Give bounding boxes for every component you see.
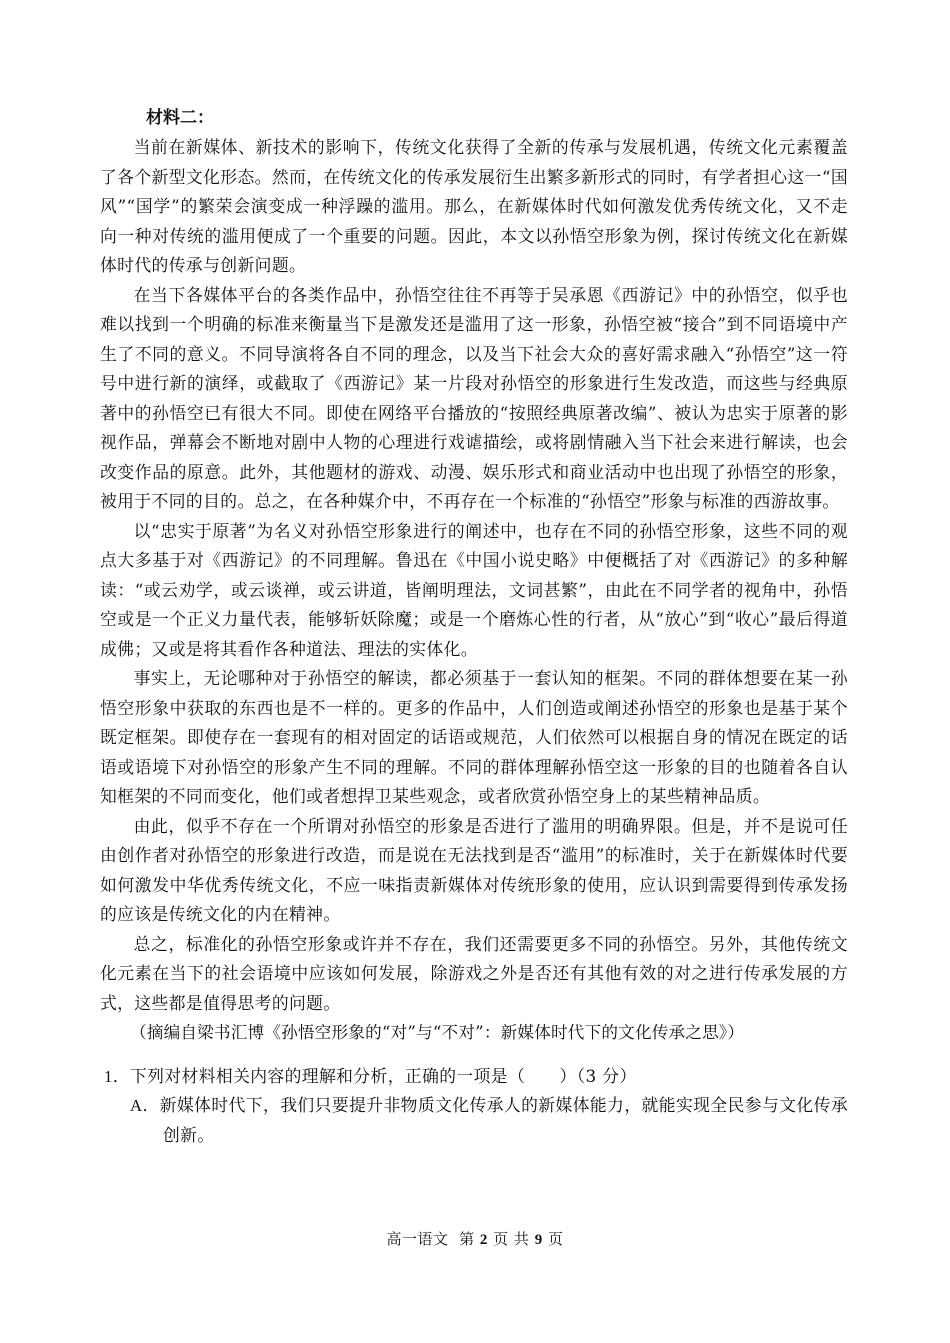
footer-page-prefix: 第	[459, 1230, 475, 1248]
footer-page-suffix: 页	[547, 1230, 564, 1248]
option-a	[130, 1091, 848, 1150]
footer-total-pages: 9	[534, 1232, 543, 1248]
question-1	[100, 1062, 848, 1151]
footer-page-number: 2	[479, 1232, 488, 1248]
passage-paragraph: 在当下各媒体平台的各类作品中，孙悟空往往不再等于吴承恩《西游记》中的孙悟空，似乎也难以找到一个明确的标准来衡量当下是激发还是滥用了这一形象，孙悟空被“接合”到不同语境中产生了不同的意义。不同导演将各自不同的理念，以及当下社会大众的喜好需求融入“孙悟空”这一符号中进行新的演绎，或截取了《西游记》某一片段对孙悟空的形象进行生发改造，而这些与经典原著中的孙悟空已有很大不同。即使在网络平台播放的“按照经典原著改编”、被认为忠实于原著的影视作品，弹幕会不断地对剧中人物的心理进行戏谑描绘，或将剧情融入当下社会来进行解读，也会改变作品的原意。此外，其他题材的游戏、动漫、娱乐形式和商业活动中也出现了孙悟空的形象，被用于不同的目的。总之，在各种媒介中，不再存在一个标准的“孙悟空”形象与标准的西游故事。	[100, 284, 848, 511]
footer-page-mid: 页 共	[493, 1230, 530, 1248]
source-citation: （摘编自梁书汇博《孙悟空形象的“对”与“不对”：新媒体时代下的文化传承之思》）	[130, 1023, 745, 1042]
passage-paragraph: 事实上，无论哪种对于孙悟空的解读，都必须基于一套认知的框架。不同的群体想要在某一孙悟空形象中获取的东西也是不一样的。更多的作品中，人们创造或阐述孙悟空的形象也是基于某个既定框架。即使存在一套现有的相对固定的话语或规范，人们依然可以根据自身的情况在既定的话语或语境下对孙悟空的形象产生不同的理解。不同的群体理解孙悟空这一形象的目的也随着各自认知框架的不同而变化，他们或者想捍卫某些观念，或者欣赏孙悟空身上的某些精神品质。	[100, 668, 848, 806]
footer-subject: 高一语文	[386, 1230, 449, 1248]
question-text: 下列对材料相关内容的理解和分析，正确的一项是（ ）（3 分）	[129, 1065, 637, 1086]
passage-paragraph: 由此，似乎不存在一个所谓对孙悟空的形象是否进行了滥用的明确界限。但是，并不是说可任由创作者对孙悟空的形象进行改造，而是说在无法找到是否“滥用”的标准时，关于在新媒体时代要如何激发中华优秀传统文化，不应一味指责新媒体对传统形象的使用，应认识到需要得到传承发扬的应该是传统文化的内在精神。	[100, 815, 848, 924]
passage	[100, 133, 848, 1018]
page-footer	[0, 1229, 950, 1250]
passage-paragraph: 当前在新媒体、新技术的影响下，传统文化获得了全新的传承与发展机遇，传统文化元素覆盖了各个新型文化形态。然而，在传统文化的传承发展衍生出繁多新形式的同时，有学者担心这一“国风”“国学”的繁荣会演变成一种浮躁的滥用。那么，在新媒体时代如何激发优秀传统文化，又不走向一种对传统的滥用便成了一个重要的问题。因此，本文以孙悟空形象为例，探讨传统文化在新媒体时代的传承与创新问题。	[100, 137, 848, 275]
option-a-letter: A．	[130, 1096, 160, 1115]
passage-paragraph: 总之，标准化的孙悟空形象或许并不存在，我们还需要更多不同的孙悟空。另外，其他传统文化元素在当下的社会语境中应该如何发展，除游戏之外是否还有其他有效的对之进行传承发展的方式，这些都是值得思考的问题。	[100, 933, 848, 1013]
passage-paragraph: 以“忠实于原著”为名义对孙悟空形象进行的阐述中，也存在不同的孙悟空形象，这些不同的观点大多基于对《西游记》的不同理解。鲁迅在《中国小说史略》中便概括了对《西游记》的多种解读：“或云劝学，或云谈禅，或云讲道，皆阐明理法，文词甚繁”，由此在不同学者的视角中，孙悟空或是一个正义力量代表，能够斩妖除魔；或是一个磨炼心性的行者，从“放心”到“收心”最后得道成佛；又或是将其看作各种道法、理法的实体化。	[100, 520, 848, 659]
question-stem	[104, 1062, 848, 1092]
material-heading: 材料二：	[146, 108, 214, 128]
option-a-text: 新媒体时代下，我们只要提升非物质文化传承人的新媒体能力，就能实现全民参与文化传承创新。	[159, 1095, 848, 1145]
page-content	[100, 104, 848, 1150]
question-number: 1．	[104, 1066, 130, 1086]
